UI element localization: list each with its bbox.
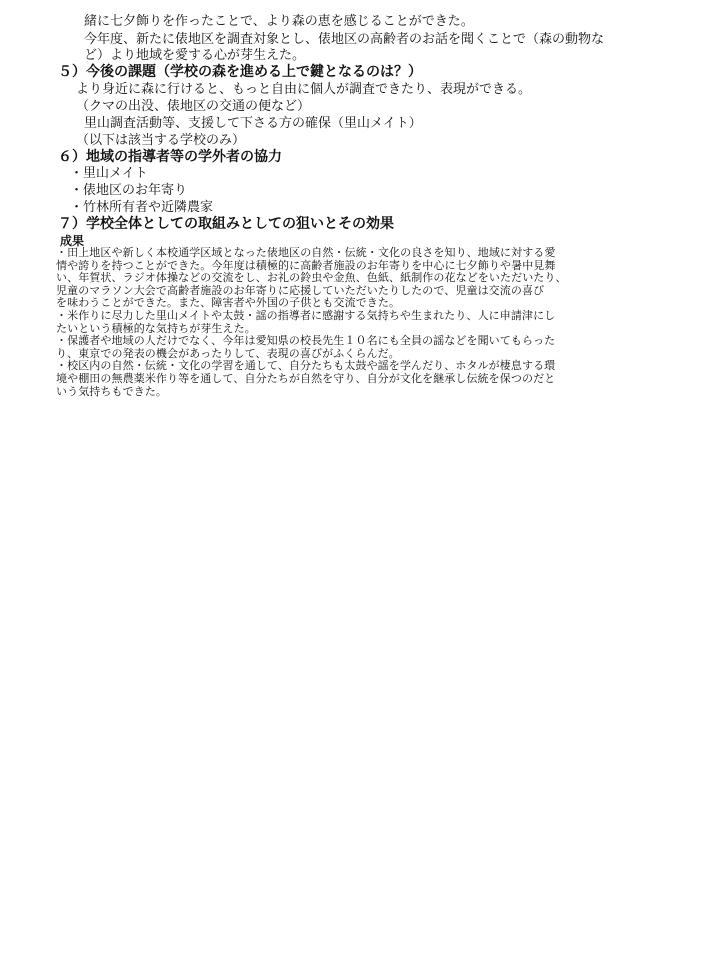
- section-6-heading: ６）地域の指導者等の学外者の協力: [58, 149, 282, 165]
- results-line: ・米作りに尽力した里山メイトや太鼓・謡の指導者に感謝する気持ちや生まれたり、人に申請津にし: [56, 309, 556, 322]
- results-line: ・校区内の自然・伝統・文化の学習を通して、自分たちも太鼓や謡を学んだり、ホタルが棲息する環: [56, 359, 556, 373]
- intro-line-3: ど）より地域を愛する心が芽生えた。: [84, 48, 306, 63]
- results-line: 境や棚田の無農薬米作り等を通して、自分たちが自然を守り、自分が文化を継承し伝統を保つのだと: [56, 372, 556, 385]
- results-line: たいという積極的な気持ちが芽生えた。: [56, 321, 256, 335]
- results-line: 情や誇りを持つことができた。今年度は積極的に高齢者施設のお年寄りを中心に七夕飾りや暑中見舞: [56, 258, 556, 272]
- section-7-heading: ７）学校全体としての取組みとしての狙いとその効果: [58, 216, 394, 232]
- section-6-item: ・竹林所有者や近隣農家: [70, 200, 214, 215]
- section-6-item: ・里山メイト: [70, 166, 148, 181]
- section-5-line-2: （クマの出没、俵地区の交通の便など）: [76, 99, 311, 114]
- section-5-line-1: より身近に森に行けると、もっと自由に個人が調査できたり、表現ができる。: [76, 82, 532, 97]
- results-line: を味わうことができた。また、障害者や外国の子供とも交流できた。: [56, 296, 401, 310]
- section-5-heading: ５）今後の課題（学校の森を進める上で鍵となるのは？）: [58, 64, 422, 80]
- results-line: ・保護者や地域の人だけでなく、今年は愛知県の校長先生１０名にも全員の謡などを聞いてもらった: [56, 334, 556, 348]
- results-line: 児童のマラソン大会で高齢者施設のお年寄りに応援していただいたりしたので、児童は交流の喜び: [56, 283, 545, 297]
- section-5-line-4: （以下は該当する学校のみ）: [76, 133, 246, 148]
- results-line: り、東京での発表の機会があったりして、表現の喜びがふくらんだ。: [56, 346, 400, 360]
- results-line: い、年賀状、ラジオ体操などの交流をし、お礼の鈴虫や金魚、色紙、紙制作の花などをいただいたり、: [56, 271, 567, 285]
- intro-line-2: 今年度、新たに俵地区を調査対象とし、俵地区の高齢者のお話を聞くことで（森の動物な: [84, 32, 605, 47]
- results-subheading: 成果: [60, 234, 85, 248]
- results-line: ・田上地区や新しく本校通学区域となった俵地区の自然・伝統・文化の良さを知り、地域に対する愛: [56, 246, 556, 259]
- intro-line-1: 緒に七夕飾りを作ったことで、より森の恵を感じることができた。: [84, 14, 474, 29]
- section-6-item: ・俵地区のお年寄り: [70, 183, 188, 198]
- results-line: いう気持ちもできた。: [56, 384, 167, 398]
- section-5-line-3: 里山調査活動等、支援して下さる方の確保（里山メイト）: [84, 116, 422, 131]
